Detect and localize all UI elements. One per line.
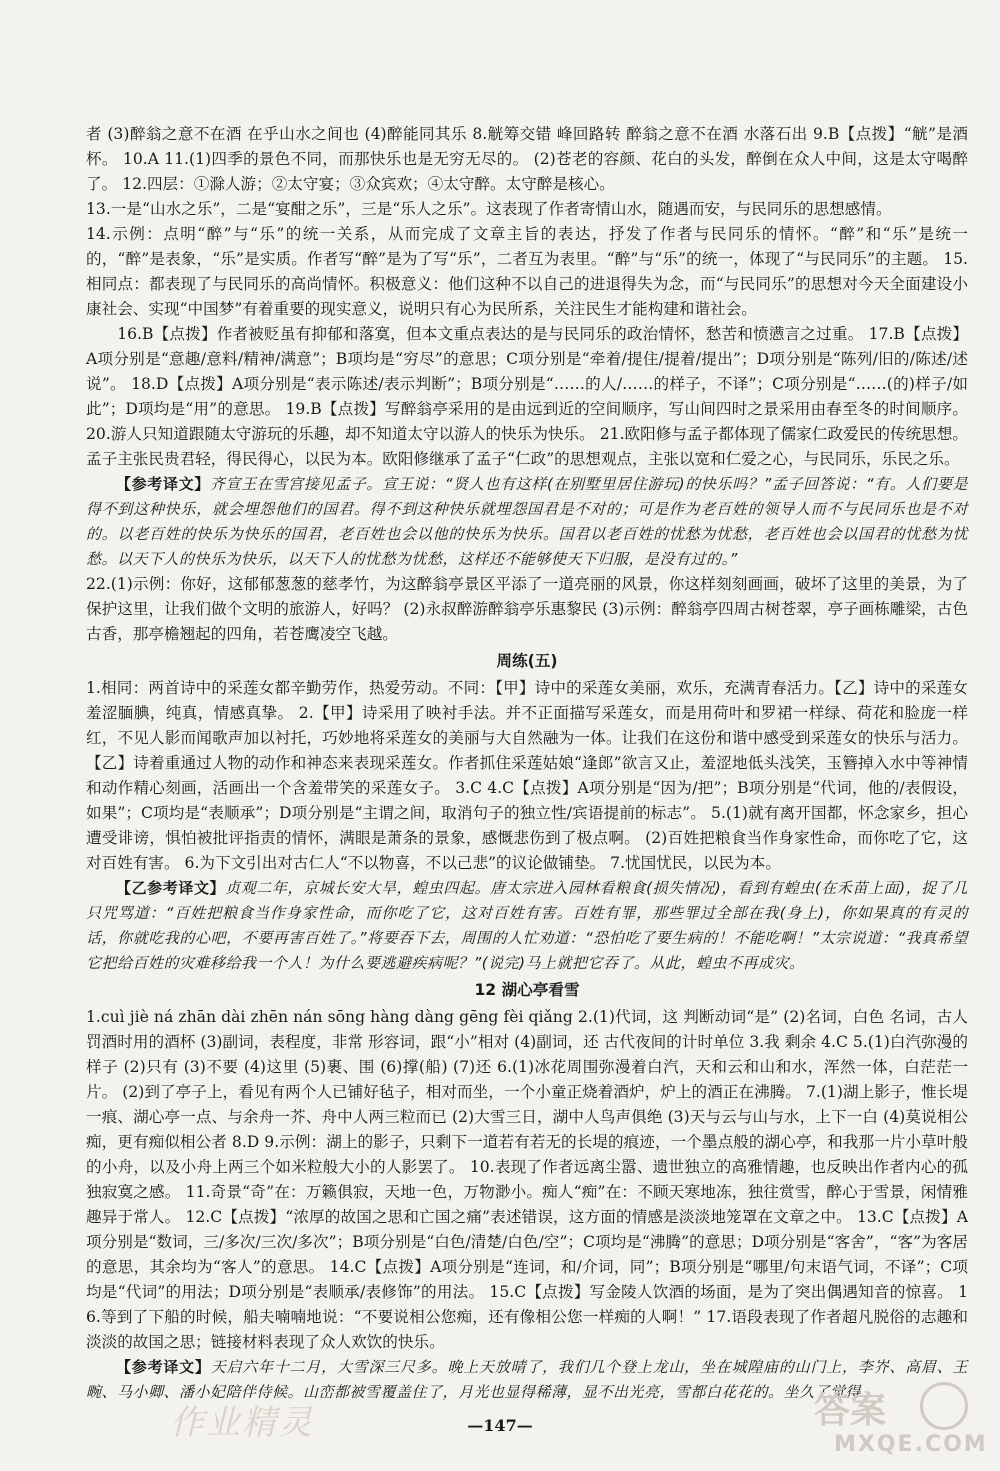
answer-page xyxy=(86,122,968,1405)
answer-block-2: 13.一是“山水之乐”，二是“宴酣之乐”，三是“乐人之乐”。这表现了作者寄情山水，随遇而安，与民同乐的思想感情。 xyxy=(86,200,892,218)
page-number: —147— xyxy=(467,1416,533,1435)
translation-label-2: 【乙参考译文】 xyxy=(116,879,226,897)
reference-translation-2 xyxy=(86,876,968,976)
translation-label-1: 【参考译文】 xyxy=(116,475,210,493)
reference-translation-1 xyxy=(86,472,968,572)
translation-text-2: 贞观二年，京城长安大旱，蝗虫四起。唐太宗进入园林看粮食(损失情况)，看到有蝗虫(在禾苗上面)，捉了几只咒骂道：“百姓把粮食当作身家性命，而你吃了它，这对百姓有害。百姓有罪，那些罪过全部在我(身上)，你如果真的有灵的话，你就吃我的心吧，不要再害百姓了。”将要吞下去，周围的人忙劝道：“恐怕吃了要生病的！不能吃啊！”太宗说道：“我真希望它把给百姓的灾难移给我一个人！为什么要逃避疾病呢？”(说完)马上就把它吞了。从此，蝗虫不再成灾。 xyxy=(86,879,968,972)
watermark-right-url: MXQE.COM xyxy=(834,1432,988,1457)
watermark-circle-icon xyxy=(920,1382,968,1430)
translation-text-3: 天启六年十二月，大雪深三尺多。晚上天放晴了，我们几个登上龙山，坐在城隍庙的山门上，李岕、高眉、王畹、马小卿、潘小妃陪伴侍候。山峦都被雪覆盖住了，月光也显得稀薄，显不出光亮，雪都白花花的。坐久了觉得 xyxy=(86,1358,968,1401)
answer-block-7: 1.cuì jiè ná zhān dài zhēn nán sōng hàng dàng gēng fèi qiǎng 2.(1)代词，这 判断动词“是” (2)名词，白色 名词，古人罚酒时用的酒杯 (3)副词，表程度，非常 形容词，跟“小”相对 (4)副词，还 古代夜间的计时单位 3.我 剩余 4.C 5.(1)白汽弥漫的样子 (2)只有 (3)不要 (4)这里 (5)裹、围 (6)撑(船) (7)还 6.(1)冰花周围弥漫着白汽，天和云和山和水，浑然一体，白茫茫一片。 (2)到了亭子上，看见有两个人已铺好毡子，相对而坐，一个小童正烧着酒炉，炉上的酒正在沸腾。 7.(1)湖上影子，惟长堤一痕、湖心亭一点、与余舟一芥、舟中人两三粒而已 (2)大雪三日，湖中人鸟声俱绝 (3)天与云与山与水，上下一白 (4)莫说相公痴，更有痴似相公者 8.D 9.示例：湖上的影子，只剩下一道若有若无的长堤的痕迹，一个墨点般的湖心亭，和我那一片小草叶般的小舟，以及小舟上两三个如米粒般大小的人影罢了。 10.表现了作者远离尘嚣、遗世独立的高雅情趣，也反映出作者内心的孤独寂寞之感。 11.奇景“奇”在：万籁俱寂，天地一色，万物渺小。痴人“痴”在：不顾天寒地冻，独往赏雪，醉心于雪景，闲情雅趣异于常人。 12.C【点拨】“浓厚的故国之思和亡国之痛”表述错误，这方面的情感是淡淡地笼罩在文章之中。 13.C【点拨】A项分别是“数词，三/多次/三次/多次”；B项分别是“白色/清楚/白色/空”；C项均是“沸腾”的意思；D项分别是“客舍”，“客”为客居的意思，其余均为“客人”的意思。 14.C【点拨】A项分别是“连词，和/介词，同”；B项分别是“哪里/句末语气词，不译”；C项均是“代词”的用法；D项分别是“表顺承/表修饰”的用法。 15.C【点拨】写金陵人饮酒的场面，是为了突出偶遇知音的惊喜。 16.等到了下船的时候，船夫喃喃地说：“不要说相公您痴，还有像相公您一样痴的人啊！” 17.语段表现了作者超凡脱俗的志趣和淡淡的故国之思；链接材料表现了众人欢饮的快乐。 xyxy=(86,1008,968,1351)
answer-block-5: 22.(1)示例：你好，这郁郁葱葱的慈孝竹，为这醉翁亭景区平添了一道亮丽的风景，你这样刻刻画画，破坏了这里的美景，为了保护这里，让我们做个文明的旅游人，好吗？ (2)永叔醉游醉翁亭乐惠黎民 (3)示例：醉翁亭四周古树苍翠，亭子画栋雕梁，古色古香，那亭檐翘起的四角，若苍鹰凌空飞越。 xyxy=(86,575,968,643)
answer-block-4: 16.B【点拨】作者被贬虽有抑郁和落寞，但本文重点表达的是与民同乐的政治情怀，愁苦和愤懑言之过重。 17.B【点拨】A项分别是“意趣/意料/精神/满意”；B项均是“穷尽”的意思；C项分别是“牵着/提住/提着/提出”；D项分别是“陈列/旧的/陈述/述说”。 18.D【点拨】A项分别是“表示陈述/表示判断”；B项分别是“……的人/……的样子，不译”；C项分别是“……(的)样子/如此”；D项均是“用”的意思。 19.B【点拨】写醉翁亭采用的是由远到近的空间顺序，写山间四时之景采用由春至冬的时间顺序。 20.游人只知道跟随太守游玩的乐趣，却不知道太守以游人的快乐为快乐。 21.欧阳修与孟子都体现了儒家仁政爱民的传统思想。孟子主张民贵君轻，得民得心，以民为本。欧阳修继承了孟子“仁政”的思想观点，主张以宽和仁爱之心，与民同乐，乐民之乐。 xyxy=(86,325,968,468)
section-heading-weekly-5: 周练(五) xyxy=(496,652,558,670)
answer-block-6: 1.相同：两首诗中的采莲女都辛勤劳作，热爱劳动。不同：【甲】诗中的采莲女美丽，欢乐，充满青春活力。【乙】诗中的采莲女羞涩腼腆，纯真，情感真挚。 2.【甲】诗采用了映衬手法。并不正面描写采莲女，而是用荷叶和罗裙一样绿、荷花和脸庞一样红，不见人影而闻歌声加以衬托，巧妙地将采莲女的美丽与大自然融为一体。让我们在这份和谐中感受到采莲女的快乐与活力。【乙】诗着重通过人物的动作和神态来表现采莲女。作者抓住采莲姑娘“逢郎”欲言又止，羞涩地低头浅笑，玉簪掉入水中等神情和动作精心刻画，活画出一个含羞带笑的采莲女子。 3.C 4.C【点拨】A项分别是“因为/把”；B项分别是“代词，他的/表假设，如果”；C项均是“表顺承”；D项分别是“主谓之间，取消句子的独立性/宾语提前的标志”。 5.(1)就有离开国都，怀念家乡，担心遭受诽谤，惧怕被批评指责的情怀，满眼是萧条的景象，感慨悲伤到了极点啊。 (2)百姓把粮食当作身家性命，而你吃了它，这对百姓有害。 6.为下文引出对古仁人“不以物喜，不以己悲”的议论做铺垫。 7.忧国忧民，以民为本。 xyxy=(86,679,968,872)
answer-block-1: 者 (3)醉翁之意不在酒 在乎山水之间也 (4)醉能同其乐 8.觥筹交错 峰回路转 醉翁之意不在酒 水落石出 9.B【点拨】“觥”是酒杯。 10.A 11.(1)四季的景色不同，而那快乐也是无穷无尽的。 (2)苍老的容颜、花白的头发，醉倒在众人中间，这是太守喝醉了。 12.四层：①滁人游；②太守宴；③众宾欢；④太守醉。太守醉是核心。 xyxy=(86,125,968,193)
answer-block-3: 14.示例：点明“醉”与“乐”的统一关系，从而完成了文章主旨的表达，抒发了作者与民同乐的情怀。“醉”和“乐”是统一的，“醉”是表象，“乐”是实质。作者写“醉”是为了写“乐”，二者互为表里。“醉”与“乐”的统一，体现了“与民同乐”的主题。 15.相同点：都表现了与民同乐的高尚情怀。积极意义：他们这种不以自己的进退得失为念，而“与民同乐”的思想对今天全面建设小康社会、实现“中国梦”有着重要的现实意义，说明只有心为民所系，关注民生才能构建和谐社会。 xyxy=(86,225,968,318)
translation-text-1: 齐宣王在雪宫接见孟子。宣王说：“贤人也有这样(在别墅里居住游玩)的快乐吗？”孟子回答说：“有。人们要是得不到这种快乐，就会埋怨他们的国君。得不到这种快乐就埋怨国君是不对的；可是作为老百姓的领导人而不与民同乐也是不对的。以老百姓的快乐为快乐的国君，老百姓也会以他的快乐为快乐。国君以老百姓的忧愁为忧愁，老百姓也会以国君的忧愁为忧愁。以天下人的快乐为快乐，以天下人的忧愁为忧愁，这样还不能够使天下归服，是没有过的。” xyxy=(86,475,968,568)
watermark-right-text: 答案 xyxy=(814,1390,887,1431)
watermark-left: 作业精灵 xyxy=(170,1403,314,1443)
section-heading-lesson-12: 12 湖心亭看雪 xyxy=(474,981,580,999)
watermark-right xyxy=(808,1380,988,1465)
translation-label-3: 【参考译文】 xyxy=(116,1358,211,1376)
